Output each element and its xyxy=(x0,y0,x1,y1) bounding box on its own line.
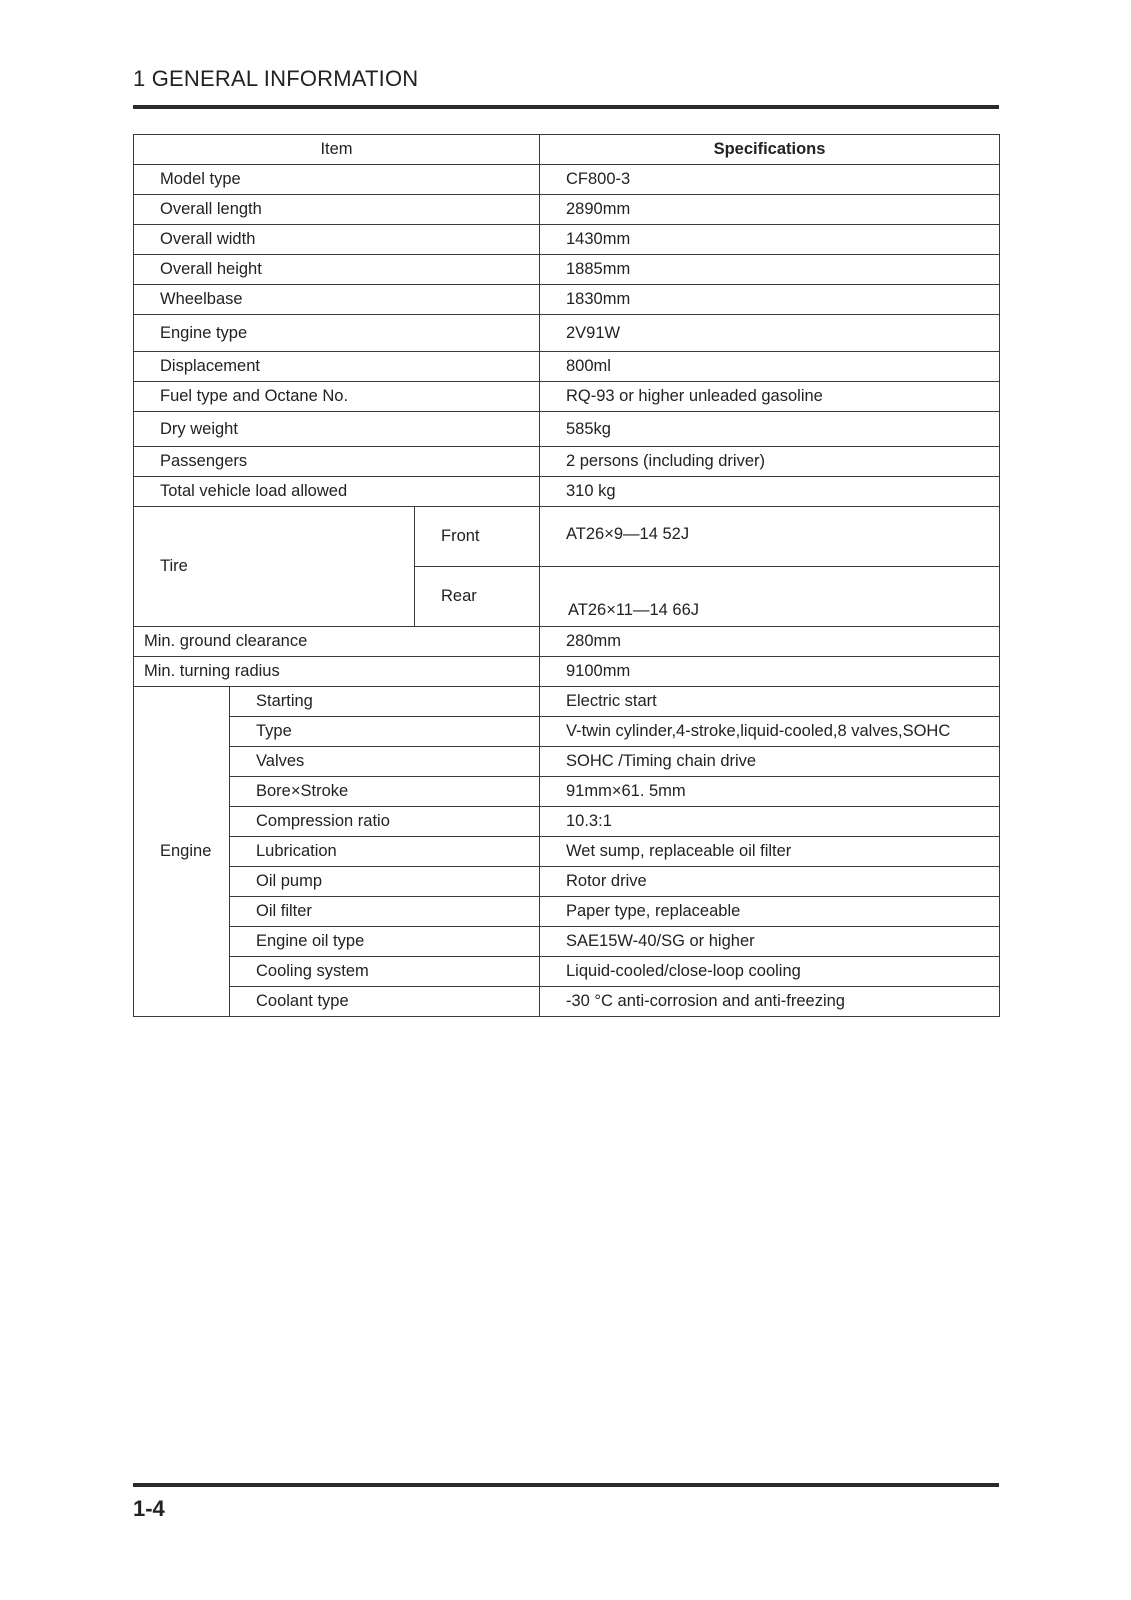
tire-front-row xyxy=(134,507,1000,567)
item-cell: Passengers xyxy=(134,447,540,477)
engine-row xyxy=(134,897,1000,927)
engine-row xyxy=(134,837,1000,867)
column-header-item: Item xyxy=(134,135,540,165)
spec-cell: 2V91W xyxy=(540,315,1000,352)
tire-front-spec: AT26×9—14 52J xyxy=(540,507,1000,567)
spec-cell: SOHC /Timing chain drive xyxy=(540,747,1000,777)
table-row xyxy=(134,657,1000,687)
item-cell: Compression ratio xyxy=(230,807,540,837)
engine-row xyxy=(134,957,1000,987)
tire-label-cell: Tire xyxy=(134,507,415,627)
table-row xyxy=(134,195,1000,225)
item-cell: Overall length xyxy=(134,195,540,225)
item-cell: Total vehicle load allowed xyxy=(134,477,540,507)
tire-front-label: Front xyxy=(415,507,540,567)
spec-cell: RQ-93 or higher unleaded gasoline xyxy=(540,382,1000,412)
item-cell: Engine type xyxy=(134,315,540,352)
item-cell: Coolant type xyxy=(230,987,540,1017)
table-row xyxy=(134,477,1000,507)
item-cell: Lubrication xyxy=(230,837,540,867)
spec-cell: 1830mm xyxy=(540,285,1000,315)
page-number: 1-4 xyxy=(133,1496,165,1521)
engine-row xyxy=(134,807,1000,837)
item-cell: Model type xyxy=(134,165,540,195)
spec-cell: 280mm xyxy=(540,627,1000,657)
item-cell: Type xyxy=(230,717,540,747)
header-rule xyxy=(133,105,999,109)
engine-row xyxy=(134,717,1000,747)
item-cell: Overall height xyxy=(134,255,540,285)
engine-row xyxy=(134,687,1000,717)
spec-cell: 2 persons (including driver) xyxy=(540,447,1000,477)
engine-row xyxy=(134,927,1000,957)
footer-rule xyxy=(133,1483,999,1487)
table-row xyxy=(134,225,1000,255)
engine-row xyxy=(134,867,1000,897)
spec-cell: 310 kg xyxy=(540,477,1000,507)
spec-cell: Paper type, replaceable xyxy=(540,897,1000,927)
spec-cell: Wet sump, replaceable oil filter xyxy=(540,837,1000,867)
tire-rear-spec: AT26×11—14 66J xyxy=(540,567,1000,627)
spec-cell: 1885mm xyxy=(540,255,1000,285)
table-row xyxy=(134,315,1000,352)
engine-row xyxy=(134,987,1000,1017)
table-row xyxy=(134,447,1000,477)
spec-cell: 800ml xyxy=(540,352,1000,382)
table-header-row xyxy=(134,135,1000,165)
table-row xyxy=(134,412,1000,447)
item-cell: Overall width xyxy=(134,225,540,255)
item-cell: Wheelbase xyxy=(134,285,540,315)
table-row xyxy=(134,285,1000,315)
table-row xyxy=(134,382,1000,412)
spec-cell: 1430mm xyxy=(540,225,1000,255)
spec-cell: 91mm×61. 5mm xyxy=(540,777,1000,807)
spec-cell: Rotor drive xyxy=(540,867,1000,897)
item-cell: Oil pump xyxy=(230,867,540,897)
spec-cell: Electric start xyxy=(540,687,1000,717)
spec-cell: 9100mm xyxy=(540,657,1000,687)
spec-cell: V-twin cylinder,4-stroke,liquid-cooled,8 valves,SOHC xyxy=(540,717,1000,747)
specifications-table xyxy=(133,134,1000,1017)
column-header-specifications: Specifications xyxy=(540,135,1000,165)
spec-cell: -30 °C anti-corrosion and anti-freezing xyxy=(540,987,1000,1017)
engine-row xyxy=(134,777,1000,807)
page-section-title: 1 GENERAL INFORMATION xyxy=(133,66,419,91)
item-cell: Fuel type and Octane No. xyxy=(134,382,540,412)
spec-cell: SAE15W-40/SG or higher xyxy=(540,927,1000,957)
item-cell: Oil filter xyxy=(230,897,540,927)
table-row xyxy=(134,165,1000,195)
item-cell: Bore×Stroke xyxy=(230,777,540,807)
spec-cell: 10.3:1 xyxy=(540,807,1000,837)
engine-label-cell: Engine xyxy=(134,687,230,1017)
spec-cell: 585kg xyxy=(540,412,1000,447)
table-row xyxy=(134,627,1000,657)
item-cell: Min. turning radius xyxy=(134,657,540,687)
tire-rear-label: Rear xyxy=(415,567,540,627)
item-cell: Displacement xyxy=(134,352,540,382)
spec-cell: CF800-3 xyxy=(540,165,1000,195)
item-cell: Engine oil type xyxy=(230,927,540,957)
spec-cell: Liquid-cooled/close-loop cooling xyxy=(540,957,1000,987)
item-cell: Cooling system xyxy=(230,957,540,987)
table-row xyxy=(134,255,1000,285)
item-cell: Dry weight xyxy=(134,412,540,447)
engine-row xyxy=(134,747,1000,777)
item-cell: Starting xyxy=(230,687,540,717)
item-cell: Min. ground clearance xyxy=(134,627,540,657)
table-row xyxy=(134,352,1000,382)
item-cell: Valves xyxy=(230,747,540,777)
spec-cell: 2890mm xyxy=(540,195,1000,225)
